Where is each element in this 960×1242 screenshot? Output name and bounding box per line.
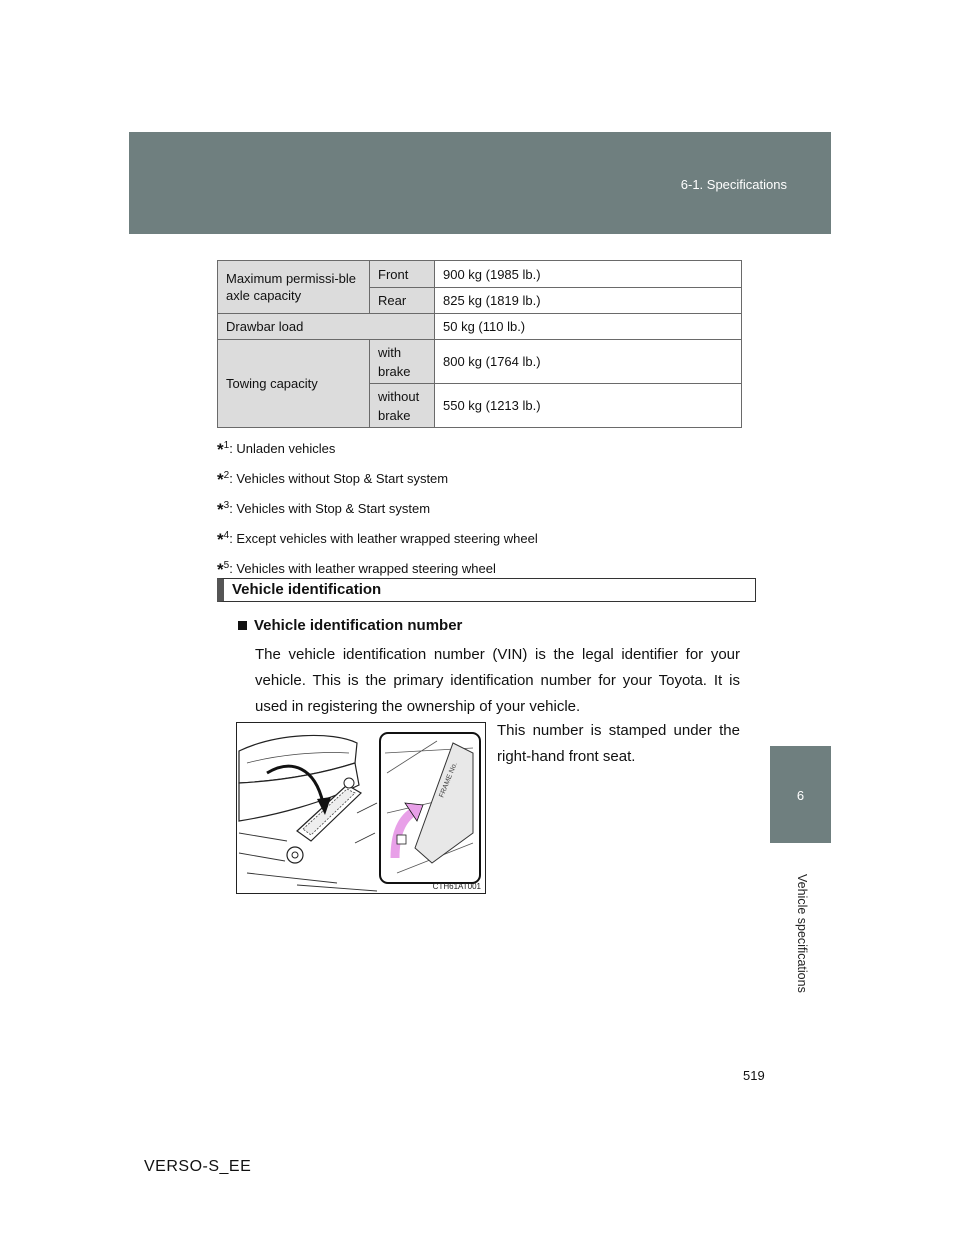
with-brake-value: 800 kg (1764 lb.) [435,340,742,384]
frame-number-stamp: FRAME No. [438,761,459,799]
footnote: *$^1$: Unladen vehicles [217,440,336,459]
square-bullet-icon [238,621,247,630]
front-value: 900 kg (1985 lb.) [435,261,742,288]
spec-table [217,260,742,428]
section-heading: Vehicle identification [217,578,756,602]
seat-illustration [237,723,485,893]
without-brake-value: 550 kg (1213 lb.) [435,384,742,428]
page-number: 519 [743,1068,765,1083]
vin-location-figure [236,722,486,894]
section-title: 6-1. Specifications [680,177,787,192]
subheading-text: Vehicle identification number [254,617,463,634]
front-label: Front [370,261,435,288]
footnote: *$^5$: Vehicles with leather wrapped steering wheel [217,560,496,579]
footnote: *$^3$: Vehicles with Stop & Start system [217,500,431,519]
subheading [238,617,462,634]
without-brake-label: without brake [370,384,435,428]
vin-location-note: This number is stamped under the right-hand front seat. [497,722,740,765]
drawbar-label: Drawbar load [218,314,435,340]
footnotes [217,432,538,582]
with-brake-label: with brake [370,340,435,384]
model-code: VERSO-S_EE [144,1158,252,1175]
footnote: *$^4$: Except vehicles with leather wrapped steering wheel [217,530,538,549]
figure-code: CTH61AT001 [432,882,481,891]
vin-paragraph: The vehicle identification number (VIN) is the legal identifier for your vehicle. This is the primary identification number for your Toyota. It is used in registering the ownership of your vehicle. [255,646,740,715]
chapter-tab [770,746,831,843]
header-band [129,132,831,234]
towing-label: Towing capacity [218,340,370,428]
footnote: *$^2$: Vehicles without Stop & Start system [217,470,449,489]
rear-label: Rear [370,288,435,314]
chapter-number: 6 [796,788,805,803]
rear-value: 825 kg (1819 lb.) [435,288,742,314]
drawbar-value: 50 kg (110 lb.) [435,314,742,340]
axle-capacity-label: Maximum permissi-ble axle capacity [218,261,370,314]
table-row [218,314,742,340]
table-row [218,340,742,384]
chapter-label: Vehicle specifications [795,874,809,993]
table-row [218,261,742,288]
